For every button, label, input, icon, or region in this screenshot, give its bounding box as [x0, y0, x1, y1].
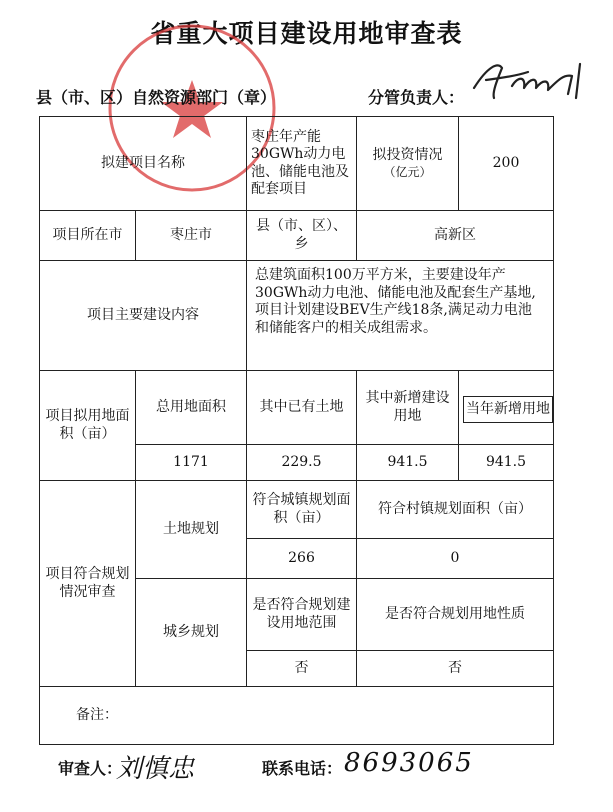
project-name-label: 拟建项目名称 [40, 117, 247, 211]
area-label: 项目拟用地面积（亩） [40, 371, 136, 481]
city-value: 枣庄市 [136, 211, 247, 261]
urban-rural-label: 城乡规划 [136, 579, 247, 687]
nature-label: 是否符合规划用地性质 [357, 579, 554, 651]
phone-value: 8693065 [344, 748, 474, 778]
area-header-year-box: 当年新增用地 [463, 396, 553, 424]
area-value-year: 941.5 [459, 445, 554, 481]
village-area-label: 符合村镇规划面积（亩） [357, 481, 554, 539]
village-area-value: 0 [357, 539, 554, 579]
investment-value: 200 [459, 117, 554, 211]
urban-area-value: 266 [247, 539, 357, 579]
phone-label: 联系电话： [262, 759, 343, 778]
responsible-signature [468, 58, 592, 102]
investment-unit: （亿元） [383, 164, 432, 179]
county-label: 县（市、区）、乡 [247, 211, 357, 261]
reviewer-name: 刘慎忠 [116, 754, 195, 784]
area-header-total: 总用地面积 [136, 371, 247, 445]
investment-label-cell [357, 117, 459, 211]
county-value: 高新区 [357, 211, 554, 261]
project-name-value: 枣庄年产能30GWh动力电池、储能电池及配套项目 [247, 117, 357, 211]
content-label: 项目主要建设内容 [40, 261, 247, 371]
remarks-label: 备注： [40, 687, 554, 745]
land-plan-label: 土地规划 [136, 481, 247, 579]
area-value-existing: 229.5 [247, 445, 357, 481]
county-department-label: 县（市、区）自然资源部门（章） [36, 88, 277, 107]
city-label: 项目所在市 [40, 211, 136, 261]
area-value-total: 1171 [136, 445, 247, 481]
urban-area-label: 符合城镇规划面积（亩） [247, 481, 357, 539]
page-title: 省重大项目建设用地审查表 [150, 19, 463, 48]
scope-label: 是否符合规划建设用地范围 [247, 579, 357, 651]
investment-label: 拟投资情况 [372, 147, 443, 164]
area-header-existing: 其中已有土地 [247, 371, 357, 445]
area-header-year [459, 371, 554, 445]
content-value: 总建筑面积100万平方米，主要建设年产30GWh动力电池、储能电池及配套生产基地,项目计划建设BEV生产线18条,满足动力电池和储能客户的相关成组需求。 [247, 261, 554, 371]
area-value-new: 941.5 [357, 445, 459, 481]
responsible-person-label: 分管负责人： [368, 88, 465, 107]
nature-value: 否 [357, 651, 554, 687]
reviewer-label: 审查人： [58, 759, 123, 778]
compliance-label: 项目符合规划情况审查 [40, 481, 136, 687]
area-header-new: 其中新增建设用地 [357, 371, 459, 445]
review-table [39, 116, 554, 745]
scope-value: 否 [247, 651, 357, 687]
